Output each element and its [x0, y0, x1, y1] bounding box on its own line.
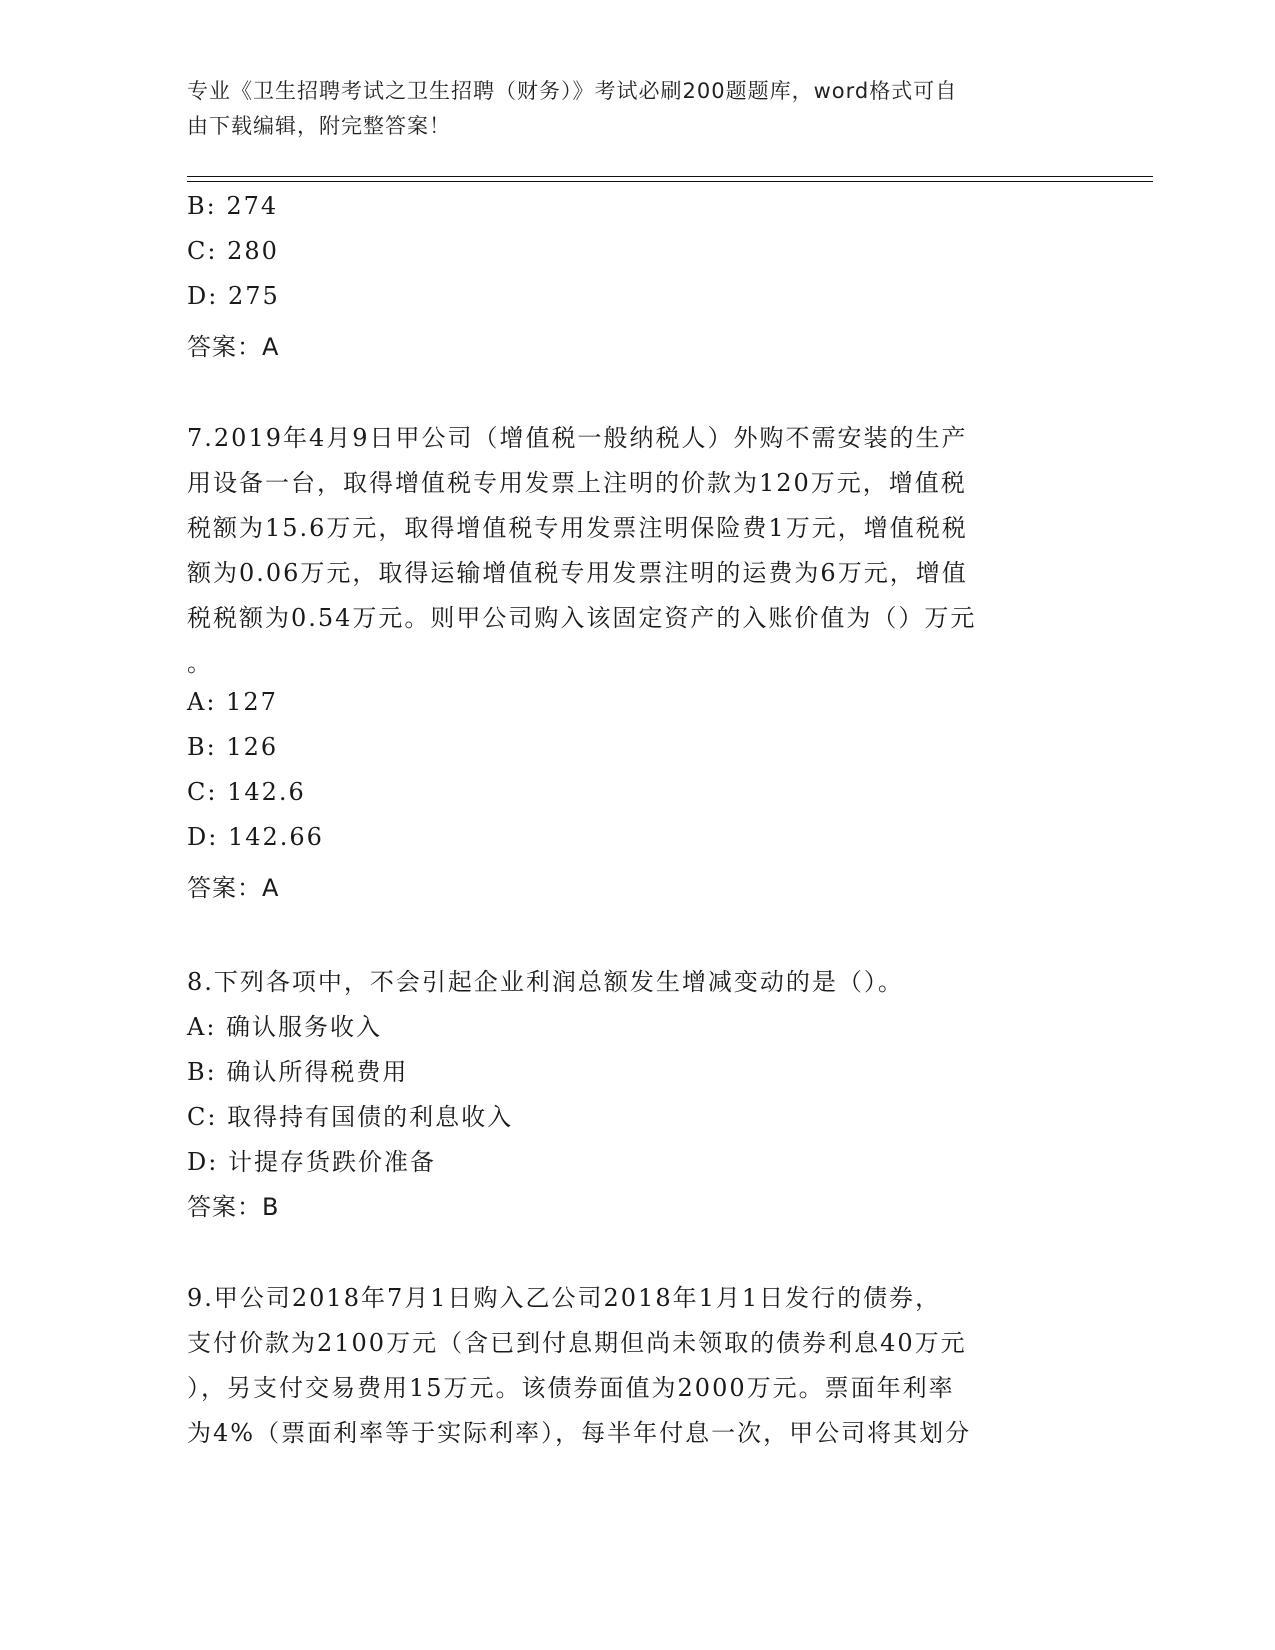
option-d: D: 275	[187, 282, 280, 310]
document-header	[187, 74, 1087, 144]
option-d: D: 142.66	[187, 823, 324, 851]
question-stem-line: 税税额为0.54万元。则甲公司购入该固定资产的入账价值为（）万元	[187, 604, 977, 632]
option-a: A: 确认服务收入	[187, 1013, 383, 1041]
option-d: D: 计提存货跌价准备	[187, 1148, 436, 1176]
option-c: C: 280	[187, 237, 279, 265]
question-stem-line: 。	[187, 649, 213, 677]
header-line-2: 由下载编辑，附完整答案！	[187, 114, 451, 138]
question-stem-line: 支付价款为2100万元（含已到付息期但尚未领取的债券利息40万元	[187, 1329, 967, 1357]
question-stem-line: 税额为15.6万元，取得增值税专用发票注明保险费1万元，增值税税	[187, 514, 968, 542]
answer: 答案：A	[187, 333, 280, 361]
question-stem-line: 9.甲公司2018年7月1日购入乙公司2018年1月1日发行的债券，	[187, 1284, 942, 1312]
header-divider-top	[187, 176, 1153, 177]
option-a: A: 127	[187, 688, 278, 716]
question-stem-line: 用设备一台，取得增值税专用发票上注明的价款为120万元，增值税	[187, 469, 967, 497]
option-c: C: 142.6	[187, 778, 306, 806]
question-stem: 8.下列各项中，不会引起企业利润总额发生增减变动的是（）。	[187, 968, 904, 996]
question-stem-line: 额为0.06万元，取得运输增值税专用发票注明的运费为6万元，增值	[187, 559, 968, 587]
header-line-1: 专业《卫生招聘考试之卫生招聘（财务）》考试必刷200题题库，word格式可自	[187, 79, 958, 103]
option-b: B: 确认所得税费用	[187, 1058, 409, 1086]
answer: 答案：A	[187, 874, 280, 902]
option-b: B: 274	[187, 192, 279, 220]
question-stem-line: ），另支付交易费用15万元。该债券面值为2000万元。票面年利率	[187, 1374, 955, 1402]
answer: 答案：B	[187, 1193, 280, 1221]
question-stem-line: 为4%（票面利率等于实际利率），每半年付息一次，甲公司将其划分	[187, 1419, 972, 1447]
option-c: C: 取得持有国债的利息收入	[187, 1103, 514, 1131]
option-b: B: 126	[187, 733, 279, 761]
header-divider-bottom	[187, 181, 1153, 182]
question-stem-line: 7.2019年4月9日甲公司（增值税一般纳税人）外购不需安装的生产	[187, 424, 968, 452]
